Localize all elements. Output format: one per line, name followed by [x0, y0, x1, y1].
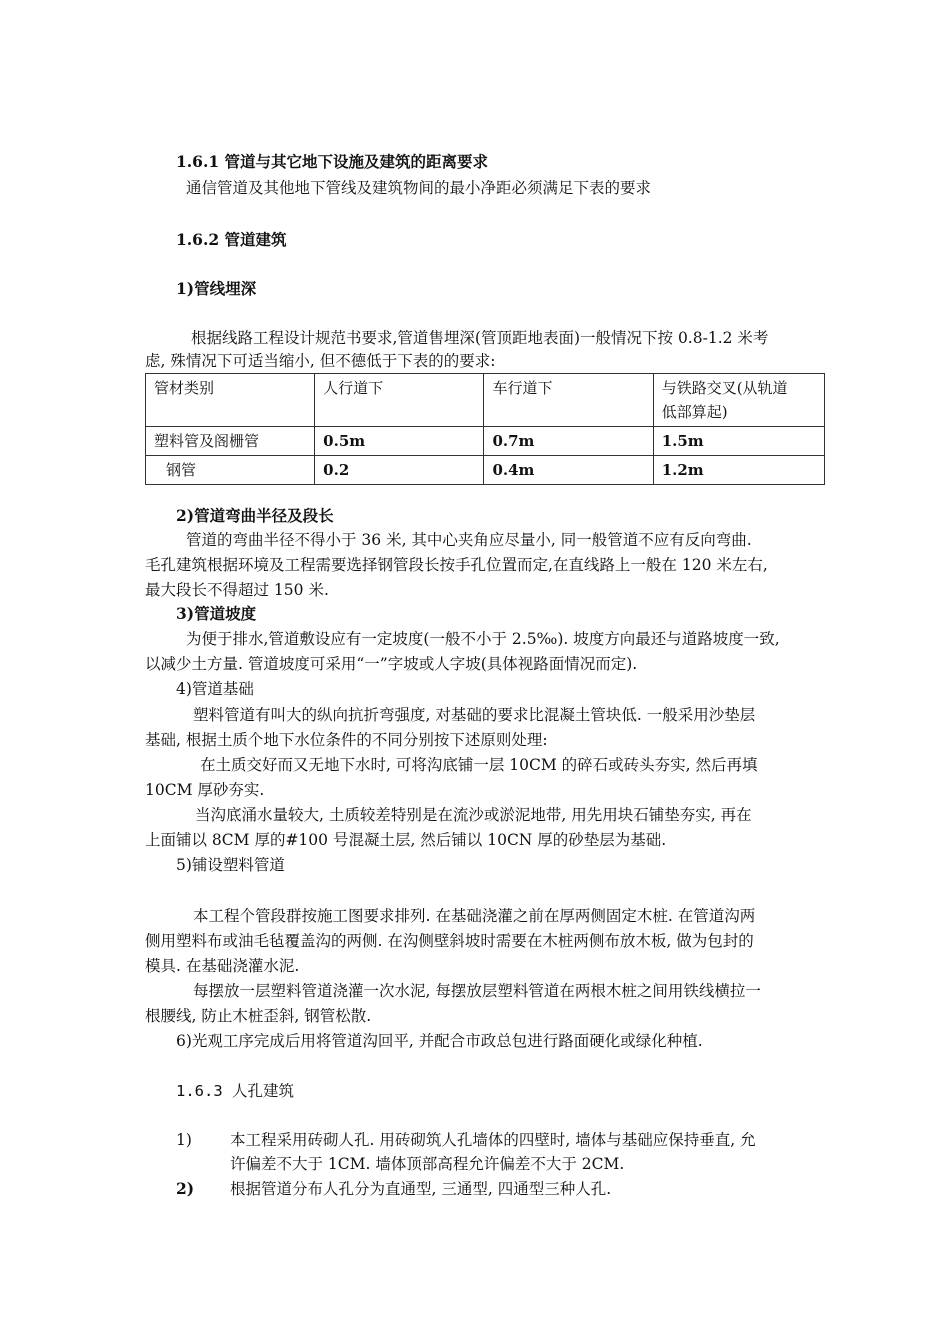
table-header-rail-line1: 与铁路交叉(从轨道: [661, 379, 788, 397]
table-header-rail-line2: 低部算起): [661, 403, 728, 421]
table-header-cell: 管材类别: [146, 374, 315, 427]
sub6-text: 6)光观工序完成后用将管道沟回平, 并配合市政总包进行路面硬化或绿化种植.: [176, 1032, 703, 1050]
section-1-6-1-heading: 1.6.1 管道与其它地下设施及建筑的距离要求: [176, 152, 489, 171]
sub2-line3: 最大段长不得超过 150 米.: [145, 581, 329, 599]
list-item-1-line1: 本工程采用砖砌人孔. 用砖砌筑人孔墙体的四壁时, 墙体与基础应保持垂直, 允: [230, 1131, 756, 1149]
burial-depth-table: [145, 373, 825, 485]
section-1-6-2-heading: 1.6.2 管道建筑: [176, 230, 287, 249]
table-cell: 0.2: [315, 456, 484, 485]
table-cell: 0.5m: [315, 427, 484, 456]
sub3-line2: 以减少土方量. 管道坡度可采用“一”字坡或人字坡(具体视路面情况而定).: [145, 655, 638, 673]
sub2-line2: 毛孔建筑根据环境及工程需要选择钢管段长按手孔位置而定,在直线路上一般在 120 米左右,: [145, 556, 768, 574]
sub5-line2: 侧用塑料布或油毛毡覆盖沟的两侧. 在沟侧壁斜坡时需要在木桩两侧布放木板, 做为包封的: [145, 932, 754, 950]
list-item-number: 1): [176, 1131, 192, 1149]
sub4-line2: 基础, 根据土质个地下水位条件的不同分别按下述原则处理:: [145, 731, 548, 749]
table-cell: 0.4m: [484, 456, 653, 485]
sub4-line1: 塑料管道有叫大的纵向抗折弯强度, 对基础的要求比混凝土管块低. 一般采用沙垫层: [193, 706, 756, 724]
sub4-heading: 4)管道基础: [176, 680, 254, 698]
table-header-cell-rail: [653, 374, 824, 427]
table-header-row: [146, 374, 825, 427]
table-row: [146, 456, 825, 485]
table-cell-material: 钢管: [146, 456, 315, 485]
sub5-line5: 根腰线, 防止木桩歪斜, 钢管松散.: [145, 1007, 372, 1025]
table-header-cell: 车行道下: [484, 374, 653, 427]
sub4-line6: 上面铺以 8CM 厚的#100 号混凝土层, 然后铺以 10CN 厚的砂垫层为基础.: [145, 831, 667, 849]
sub4-line3: 在土质交好而又无地下水时, 可将沟底铺一层 10CM 的碎石或砖头夯实, 然后再填: [200, 756, 758, 774]
list-item-2-line1: 根据管道分布人孔分为直通型, 三通型, 四通型三种人孔.: [230, 1180, 612, 1198]
list-item-1-line2: 许偏差不大于 1CM. 墙体顶部高程允许偏差不大于 2CM.: [230, 1155, 625, 1173]
table-row: [146, 427, 825, 456]
sub5-heading: 5)铺设塑料管道: [176, 856, 285, 874]
sub1-line1: 根据线路工程设计规范书要求,管道售埋深(管顶距地表面)一般情况下按 0.8-1.2 米考: [191, 329, 769, 347]
sub4-line5: 当沟底涌水量较大, 土质较差特别是在流沙或淤泥地带, 用先用块石铺垫夯实, 再在: [195, 806, 752, 824]
table-cell: 1.2m: [653, 456, 824, 485]
sub3-heading: 3)管道坡度: [176, 604, 257, 623]
table-header-cell: 人行道下: [315, 374, 484, 427]
table-cell: 1.5m: [653, 427, 824, 456]
sub4-line4: 10CM 厚砂夯实.: [145, 781, 265, 799]
section-1-6-1-text: 通信管道及其他地下管线及建筑物间的最小净距必须满足下表的要求: [186, 179, 652, 197]
table-cell: 0.7m: [484, 427, 653, 456]
sub1-line2: 虑, 殊情况下可适当缩小, 但不德低于下表的的要求:: [145, 352, 496, 370]
sub2-line1: 管道的弯曲半径不得小于 36 米, 其中心夹角应尽量小, 同一般管道不应有反向弯曲.: [186, 531, 752, 549]
sub1-heading: 1)管线埋深: [176, 279, 257, 298]
sub3-line1: 为便于排水,管道敷设应有一定坡度(一般不小于 2.5‰). 坡度方向最还与道路坡度一致,: [186, 630, 780, 648]
sub2-heading: 2)管道弯曲半径及段长: [176, 506, 334, 525]
sub5-line4: 每摆放一层塑料管道浇灌一次水泥, 每摆放层塑料管道在两根木桩之间用铁线横拉一: [193, 982, 761, 1000]
table-cell-material: 塑料管及阁栅管: [146, 427, 315, 456]
sub5-line3: 模具. 在基础浇灌水泥.: [145, 957, 300, 975]
list-item-number: 2): [176, 1179, 195, 1198]
section-1-6-3-heading: 1.6.3 人孔建筑: [176, 1082, 294, 1100]
sub5-line1: 本工程个管段群按施工图要求排列. 在基础浇灌之前在厚两侧固定木桩. 在管道沟两: [193, 907, 756, 925]
